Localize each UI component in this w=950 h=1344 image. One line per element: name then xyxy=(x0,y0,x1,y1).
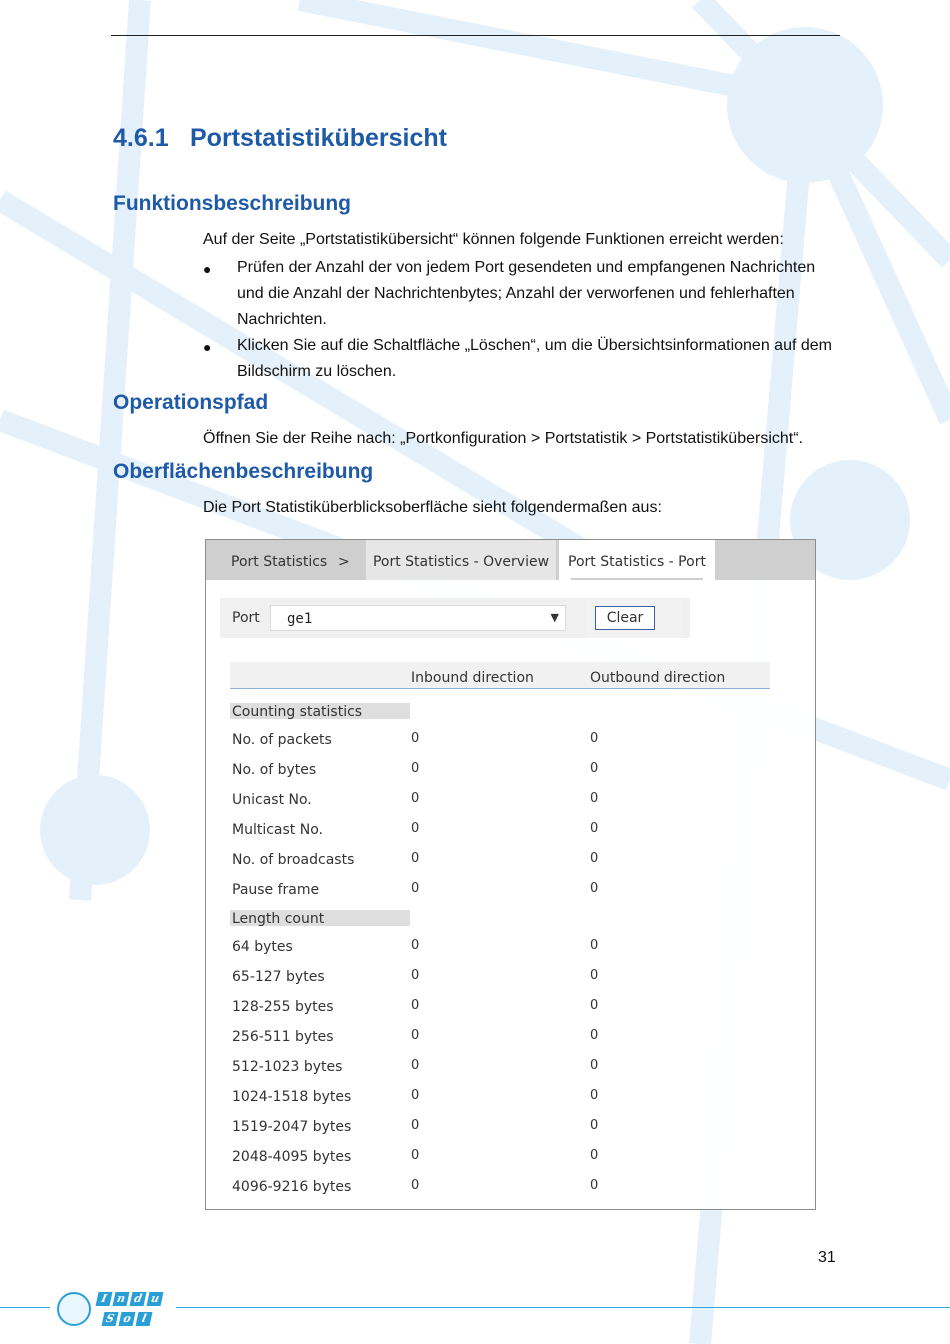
length-row-inbound: 0 xyxy=(411,1028,420,1043)
heading-operation-path: Operationspfad xyxy=(113,391,269,414)
length-row-outbound: 0 xyxy=(590,938,599,953)
clear-button-area xyxy=(586,600,682,638)
length-row-outbound: 0 xyxy=(590,1028,599,1043)
stat-row-label: No. of bytes xyxy=(232,762,317,778)
stat-row-outbound: 0 xyxy=(590,821,599,836)
bullet-item: Klicken Sie auf die Schaltfläche „Löschen“, um die Übersichtsinformationen auf dem Bildschirm zu löschen. xyxy=(237,337,832,380)
stat-row-outbound: 0 xyxy=(590,881,599,896)
section-number: 4.6.1 xyxy=(113,124,169,152)
length-row-inbound: 0 xyxy=(411,998,420,1013)
length-row-outbound: 0 xyxy=(590,1058,599,1073)
stat-row-inbound: 0 xyxy=(411,851,420,866)
tab-bar xyxy=(206,540,815,580)
logo-letter: d xyxy=(130,1292,147,1306)
section-heading xyxy=(113,124,447,153)
length-row-label: 1519-2047 bytes xyxy=(232,1119,352,1135)
length-row-outbound: 0 xyxy=(590,1148,599,1163)
page-number: 31 xyxy=(818,1249,836,1266)
breadcrumb-label: Port Statistics xyxy=(231,554,328,570)
active-tab-underline xyxy=(571,578,703,580)
length-row-label: 128-255 bytes xyxy=(232,999,334,1015)
length-row-inbound: 0 xyxy=(411,968,420,983)
length-row-inbound: 0 xyxy=(411,1058,420,1073)
length-row-outbound: 0 xyxy=(590,1088,599,1103)
stat-row-outbound: 0 xyxy=(590,731,599,746)
stat-row-inbound: 0 xyxy=(411,761,420,776)
operation-path-text: Öffnen Sie der Reihe nach: „Portkonfiguration > Portstatistik > Portstatistikübersicht“. xyxy=(203,430,803,447)
tab-port-statistics-port[interactable] xyxy=(559,540,715,580)
length-row-outbound: 0 xyxy=(590,998,599,1013)
length-row-label: 1024-1518 bytes xyxy=(232,1089,352,1105)
heading-function-description: Funktionsbeschreibung xyxy=(113,192,352,215)
length-row-inbound: 0 xyxy=(411,1148,420,1163)
function-intro: Auf der Seite „Portstatistikübersicht“ können folgende Funktionen erreicht werden: xyxy=(203,231,784,248)
port-select[interactable] xyxy=(270,605,566,631)
length-row-label: 512-1023 bytes xyxy=(232,1059,343,1075)
stat-row-label: Unicast No. xyxy=(232,792,312,808)
tab-port-statistics-overview[interactable]: Port Statistics - Overview xyxy=(366,540,556,580)
logo-globe-icon xyxy=(57,1292,91,1326)
stat-row-label: Pause frame xyxy=(232,882,320,898)
bullet-icon: ● xyxy=(203,261,212,277)
length-row-outbound: 0 xyxy=(590,1178,599,1193)
stat-row-outbound: 0 xyxy=(590,851,599,866)
indusol-logo xyxy=(57,1290,169,1330)
port-statistics-screenshot xyxy=(205,539,816,1210)
length-row-inbound: 0 xyxy=(411,1088,420,1103)
breadcrumb-separator-icon: > xyxy=(338,554,350,570)
length-row-label: 2048-4095 bytes xyxy=(232,1149,352,1165)
tab-label: Port Statistics - Port xyxy=(568,554,706,570)
clear-button[interactable]: Clear xyxy=(595,606,655,630)
length-row-inbound: 0 xyxy=(411,1178,420,1193)
port-label: Port xyxy=(232,610,260,626)
logo-letter: l xyxy=(136,1312,153,1326)
stat-row-inbound: 0 xyxy=(411,821,420,836)
stat-row-label: No. of broadcasts xyxy=(232,852,355,868)
section-title: Portstatistikübersicht xyxy=(190,124,448,152)
dropdown-arrow-icon: ▼ xyxy=(550,611,559,624)
logo-letter: n xyxy=(113,1292,130,1306)
length-row-label: 4096-9216 bytes xyxy=(232,1179,352,1195)
length-row-label: 65-127 bytes xyxy=(232,969,325,985)
stat-row-outbound: 0 xyxy=(590,791,599,806)
stat-row-inbound: 0 xyxy=(411,731,420,746)
logo-letter: o xyxy=(119,1312,136,1326)
length-row-outbound: 0 xyxy=(590,1118,599,1133)
stat-row-label: Multicast No. xyxy=(232,822,323,838)
column-header-inbound: Inbound direction xyxy=(411,670,534,686)
stat-row-label: No. of packets xyxy=(232,732,332,748)
breadcrumb-port-statistics[interactable] xyxy=(206,540,361,580)
stat-row-inbound: 0 xyxy=(411,791,420,806)
logo-letter: S xyxy=(102,1312,119,1326)
length-row-inbound: 0 xyxy=(411,1118,420,1133)
logo-letter: I xyxy=(96,1292,113,1306)
stat-row-outbound: 0 xyxy=(590,761,599,776)
heading-interface-description: Oberflächenbeschreibung xyxy=(113,460,374,483)
logo-letter: u xyxy=(147,1292,164,1306)
bullet-icon: ● xyxy=(203,339,212,355)
length-row-outbound: 0 xyxy=(590,968,599,983)
port-select-value: ge1 xyxy=(287,611,313,627)
column-header-outbound: Outbound direction xyxy=(590,670,726,686)
length-count-header: Length count xyxy=(232,911,325,927)
footer-rule-right xyxy=(176,1307,950,1308)
footer-rule-left xyxy=(0,1307,50,1308)
header-rule xyxy=(111,35,840,36)
counting-statistics-header: Counting statistics xyxy=(232,704,363,720)
bullet-item: Prüfen der Anzahl der von jedem Port gesendeten und empfangenen Nachrichten und die Anzahl der Nachrichtenbytes; Anzahl der verworfenen und fehlerhaften Nachrichten. xyxy=(237,259,816,328)
length-row-label: 64 bytes xyxy=(232,939,293,955)
length-row-inbound: 0 xyxy=(411,938,420,953)
stat-row-inbound: 0 xyxy=(411,881,420,896)
interface-description-text: Die Port Statistiküberblicksoberfläche sieht folgendermaßen aus: xyxy=(203,499,662,516)
length-row-label: 256-511 bytes xyxy=(232,1029,334,1045)
